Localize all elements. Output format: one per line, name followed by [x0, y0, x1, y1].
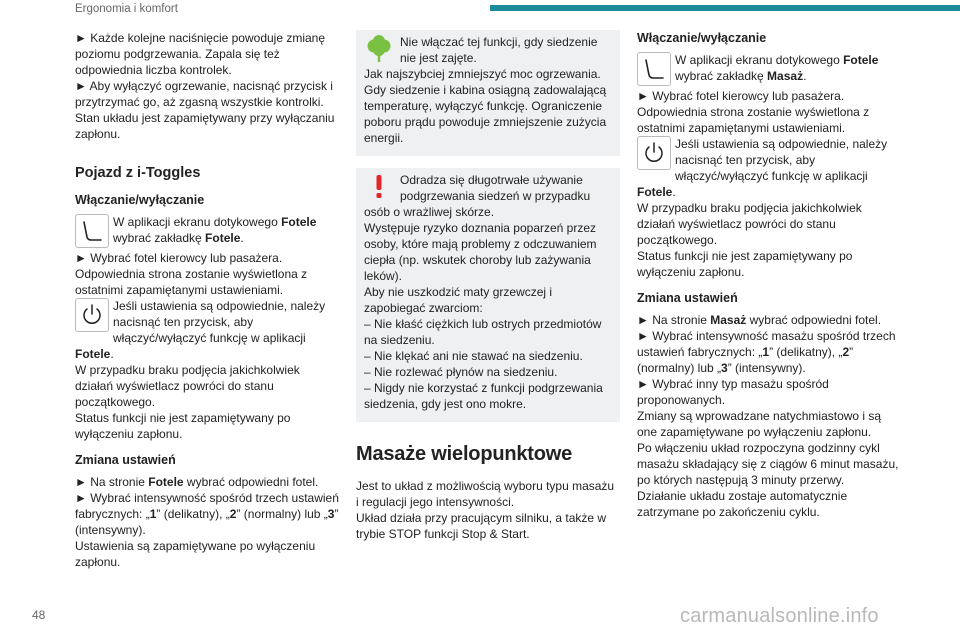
note-body: – Nie klękać ani nie stawać na siedzeniu. — [364, 349, 583, 363]
text: . — [110, 347, 114, 361]
paragraph: Status funkcji nie jest zapamiętywany po wyłączeniu zapłonu. — [75, 411, 291, 441]
paragraph: Układ działa przy pracującym silniku, a także w trybie STOP funkcji Stop & Start. — [356, 511, 607, 541]
note-lead: Nie włączać tej funkcji, gdy siedzenie nie jest zajęte. — [400, 35, 598, 65]
text: . — [803, 69, 807, 83]
seat-instruction — [637, 52, 903, 88]
note-body: – Nie rozlewać płynów na siedzeniu. — [364, 365, 558, 379]
bold-text: Fotele — [637, 185, 673, 199]
paragraph: W przypadku braku podjęcia jakichkolwiek działań wyświetlacz powróci do stanu początkowego. — [637, 201, 862, 247]
text: wybrać zakładkę — [113, 231, 206, 245]
eco-leaf-icon — [364, 34, 394, 64]
paragraph: Ustawienia są zapamiętywane po wyłączeniu zapłonu. — [75, 539, 316, 569]
paragraph: Zmiany są wprowadzane natychmiastowo i są one zapamiętywane po wyłączeniu zapłonu. — [637, 409, 882, 439]
bold-text: 3 — [327, 507, 335, 521]
text: ► Wybrać intensywność masażu spośród trzech ustawień fabrycznych: „ — [637, 329, 896, 359]
page-number: 48 — [32, 608, 46, 622]
text: Jeśli ustawienia są odpowiednie, należy nacisnąć ten przycisk, aby włączyć/wyłączyć funkcję w aplikacji — [113, 299, 326, 345]
paragraph: Po włączeniu układ rozpoczyna godzinny cykl masażu składający się z ciągów 6 minut masażu, po których następują 3 minuty przerwy. — [637, 441, 899, 487]
bold-text: 3 — [721, 361, 728, 375]
text: ” (normalny) lub „ — [236, 507, 328, 521]
paragraph: Odpowiednia strona zostanie wyświetlona z ostatnimi zapamiętanymi ustawieniami. — [75, 267, 308, 297]
power-icon — [75, 298, 109, 332]
text: ► Wybrać intensywność spośród trzech ustawień fabrycznych: „ — [75, 491, 339, 521]
paragraph: ► Aby wyłączyć ogrzewanie, nacisnąć przycisk i przytrzymać go, aż zgasną wszystkie kontrolki. — [75, 79, 333, 109]
bold-text: Fotele — [843, 53, 879, 67]
power-instruction — [75, 298, 340, 362]
bold-text: Fotele — [281, 215, 317, 229]
text: wybrać zakładkę — [675, 69, 768, 83]
paragraph: Status funkcji nie jest zapamiętywany po wyłączeniu zapłonu. — [637, 249, 853, 279]
note-body: Występuje ryzyko doznania poparzeń przez osoby, które mają problemy z odczuwaniem ciepła (np. wskutek choroby lub zażywania leków). — [364, 221, 597, 283]
power-icon — [637, 136, 671, 170]
text: W aplikacji ekranu dotykowego — [113, 215, 282, 229]
bold-text: 2 — [229, 507, 237, 521]
text: ” (normalny) lub „ — [637, 345, 854, 375]
text: ” (delikatny), „ — [769, 345, 843, 359]
power-instruction — [637, 136, 903, 200]
subsection-title: Zmiana ustawień — [75, 453, 176, 467]
text: . — [240, 231, 244, 245]
note-body: Jak najszybciej zmniejszyć moc ogrzewania. Gdy siedzenie i kabina osiągną zadowalającą temperaturę, wyłączyć funkcję. Ograniczenie poboru prądu powoduje zmniejszenie zużycia energii. — [364, 67, 607, 145]
column-2 — [356, 30, 620, 542]
subsection-title: Włączanie/wyłączanie — [637, 31, 767, 45]
watermark: carmanualsonline.info — [680, 605, 879, 627]
section-title: Masaże wielopunktowe — [356, 443, 573, 465]
paragraph: ► Wybrać fotel kierowcy lub pasażera. — [637, 89, 845, 103]
bold-text: Masaż — [710, 313, 747, 327]
column-1 — [75, 30, 340, 570]
text: ” (delikatny), „ — [156, 507, 230, 521]
bold-text: Fotele — [205, 231, 241, 245]
paragraph: W przypadku braku podjęcia jakichkolwiek działań wyświetlacz powróci do stanu początkowego. — [75, 363, 300, 409]
text: ” (intensywny). — [75, 507, 339, 537]
seat-instruction — [75, 214, 340, 250]
bold-text: 1 — [149, 507, 157, 521]
seat-icon — [637, 52, 671, 86]
text: wybrać odpowiedni fotel. — [183, 475, 319, 489]
text: wybrać odpowiedni fotel. — [746, 313, 882, 327]
bold-text: 1 — [762, 345, 770, 359]
seat-icon — [75, 214, 109, 248]
paragraph — [637, 312, 903, 328]
text: Jeśli ustawienia są odpowiednie, należy nacisnąć ten przycisk, aby włączyć/wyłączyć funkcję w aplikacji — [675, 137, 888, 183]
paragraph — [637, 328, 903, 376]
text: ” (intensywny). — [727, 361, 806, 375]
bold-text: Masaż — [767, 69, 804, 83]
warning-note — [356, 168, 620, 422]
paragraph — [75, 490, 340, 538]
bold-text: 2 — [842, 345, 850, 359]
note-body: – Nie kłaść ciężkich lub ostrych przedmiotów na siedzeniu. — [364, 317, 602, 347]
note-lead: Odradza się długotrwałe używanie podgrzewania siedzeń w przypadku osób o wrażliwej skórze. — [364, 173, 591, 219]
note-body: Aby nie uszkodzić maty grzewczej i zapobiegać zwarciom: — [364, 285, 553, 315]
warning-exclamation-icon — [364, 172, 394, 202]
paragraph: Jest to układ z możliwością wyboru typu masażu i regulacji jego intensywności. — [356, 479, 615, 509]
text: ► Na stronie — [637, 313, 711, 327]
paragraph: Odpowiednia strona zostanie wyświetlona z ostatnimi zapamiętanymi ustawieniami. — [637, 105, 870, 135]
subsection-title: Włączanie/wyłączanie — [75, 193, 205, 207]
column-3 — [637, 30, 903, 520]
header-accent-bar — [490, 5, 960, 11]
paragraph — [75, 474, 340, 490]
note-body: – Nigdy nie korzystać z funkcji podgrzewania siedzenia, gdy jest ono mokre. — [364, 381, 603, 411]
subsection-title: Zmiana ustawień — [637, 291, 738, 305]
header-title: Ergonomia i komfort — [75, 3, 178, 15]
paragraph: Stan układu jest zapamiętywany przy wyłączaniu zapłonu. — [75, 111, 335, 141]
paragraph: Działanie układu zostaje automatycznie zatrzymane po zakończeniu cyklu. — [637, 489, 848, 519]
section-title: Pojazd z i-Toggles — [75, 165, 201, 181]
text: ► Na stronie — [75, 475, 149, 489]
text: W aplikacji ekranu dotykowego — [675, 53, 844, 67]
paragraph: ► Wybrać inny typ masażu spośród proponowanych. — [637, 377, 829, 407]
paragraph: ► Wybrać fotel kierowcy lub pasażera. — [75, 251, 283, 265]
text: . — [672, 185, 676, 199]
eco-note — [356, 30, 620, 156]
bold-text: Fotele — [148, 475, 184, 489]
bold-text: Fotele — [75, 347, 111, 361]
paragraph: ► Każde kolejne naciśnięcie powoduje zmianę poziomu podgrzewania. Zapala się też odpowiednia liczba kontrolek. — [75, 31, 326, 77]
